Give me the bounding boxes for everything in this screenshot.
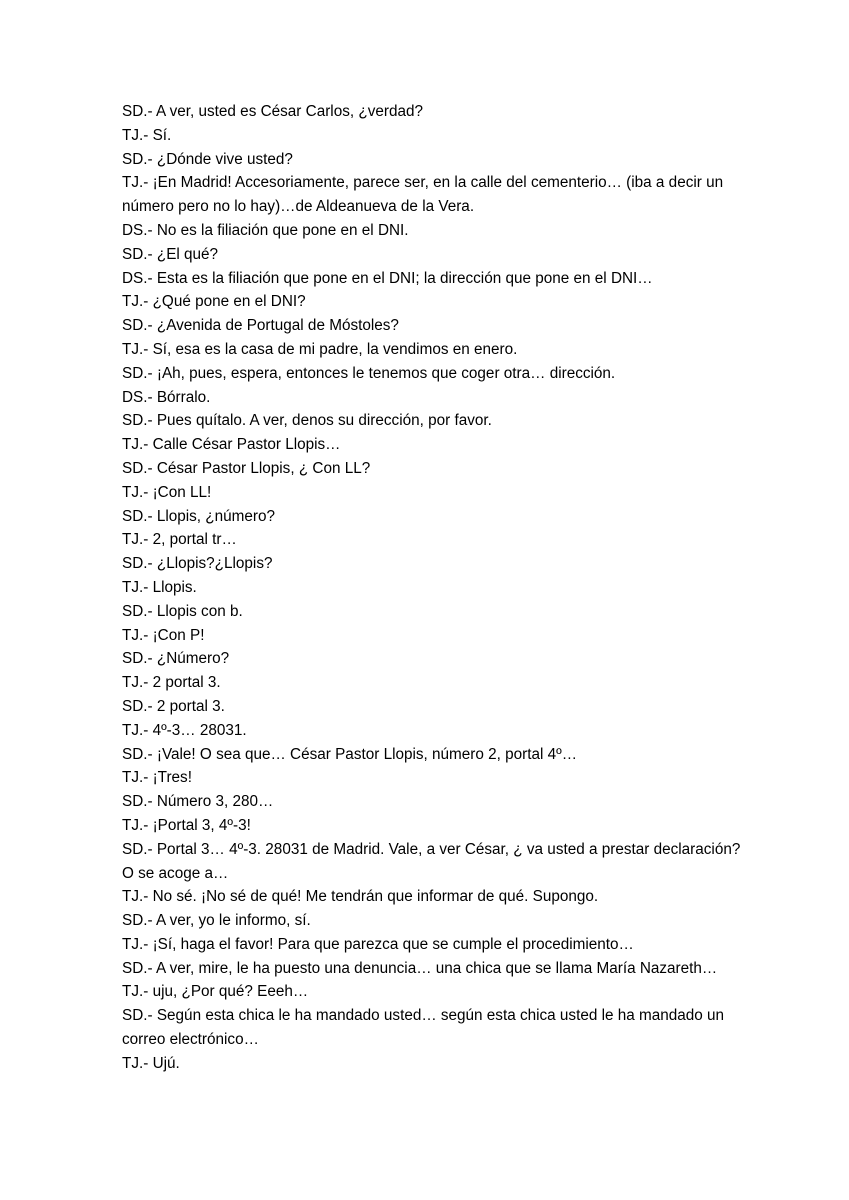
transcript-line: SD.- ¿Llopis?¿Llopis?: [122, 555, 273, 573]
transcript-line: TJ.- ¡En Madrid! Accesoriamente, parece ser, en la calle del cementerio… (iba a decir un número pero no lo hay)…de Aldeanueva de la Vera.: [122, 174, 724, 216]
transcript-line: TJ.- Sí.: [122, 126, 172, 144]
transcript-line: TJ.- ¡Sí, haga el favor! Para que parezca que se cumple el procedimiento…: [122, 935, 634, 953]
transcript-line: DS.- Bórralo.: [122, 388, 211, 406]
transcript-line: TJ.- 4º-3… 28031.: [122, 721, 247, 739]
transcript-line: TJ.- ¡Portal 3, 4º-3!: [122, 816, 251, 834]
transcript-line: SD.- Número 3, 280…: [122, 793, 274, 811]
transcript-line: SD.- A ver, yo le informo, sí.: [122, 912, 311, 930]
transcript-line: TJ.- ¡Con LL!: [122, 483, 212, 501]
transcript-line: SD.- ¿El qué?: [122, 245, 219, 263]
transcript-line: SD.- Llopis con b.: [122, 602, 243, 620]
transcript-line: SD.- Pues quítalo. A ver, denos su dirección, por favor.: [122, 412, 492, 430]
transcript-line: SD.- ¿Dónde vive usted?: [122, 150, 293, 168]
transcript-line: TJ.- Sí, esa es la casa de mi padre, la vendimos en enero.: [122, 340, 518, 358]
transcript-line: DS.- Esta es la filiación que pone en el DNI; la dirección que pone en el DNI…: [122, 269, 653, 287]
transcript-line: SD.- Según esta chica le ha mandado usted… según esta chica usted le ha mandado un correo electrónico…: [122, 1007, 725, 1049]
transcript-line: TJ.- 2, portal tr…: [122, 531, 237, 549]
transcript-line: DS.- No es la filiación que pone en el DNI.: [122, 221, 409, 239]
transcript-line: SD.- ¿Número?: [122, 650, 230, 668]
transcript-line: TJ.- ¡Con P!: [122, 626, 205, 644]
transcript-body: [122, 100, 742, 1076]
transcript-line: SD.- A ver, mire, le ha puesto una denuncia… una chica que se llama María Nazareth…: [122, 959, 718, 977]
transcript-line: TJ.- ¿Qué pone en el DNI?: [122, 293, 306, 311]
transcript-line: SD.- ¿Avenida de Portugal de Móstoles?: [122, 317, 399, 335]
transcript-line: TJ.- ¡Tres!: [122, 769, 192, 787]
transcript-line: TJ.- uju, ¿Por qué? Eeeh…: [122, 983, 309, 1001]
transcript-line: SD.- César Pastor Llopis, ¿ Con LL?: [122, 459, 371, 477]
transcript-line: SD.- Llopis, ¿número?: [122, 507, 276, 525]
transcript-line: SD.- ¡Ah, pues, espera, entonces le tenemos que coger otra… dirección.: [122, 364, 616, 382]
transcript-line: TJ.- 2 portal 3.: [122, 674, 221, 692]
transcript-line: SD.- Portal 3… 4º-3. 28031 de Madrid. Vale, a ver César, ¿ va usted a prestar declaración? O se acoge a…: [122, 840, 741, 882]
transcript-line: TJ.- Ujú.: [122, 1054, 180, 1072]
transcript-line: SD.- ¡Vale! O sea que… César Pastor Llopis, número 2, portal 4º…: [122, 745, 578, 763]
transcript-line: TJ.- No sé. ¡No sé de qué! Me tendrán que informar de qué. Supongo.: [122, 888, 599, 906]
transcript-line: SD.- A ver, usted es César Carlos, ¿verdad?: [122, 103, 423, 120]
transcript-line: SD.- 2 portal 3.: [122, 697, 225, 715]
transcript-line: TJ.- Llopis.: [122, 578, 197, 596]
transcript-line: TJ.- Calle César Pastor Llopis…: [122, 436, 341, 454]
